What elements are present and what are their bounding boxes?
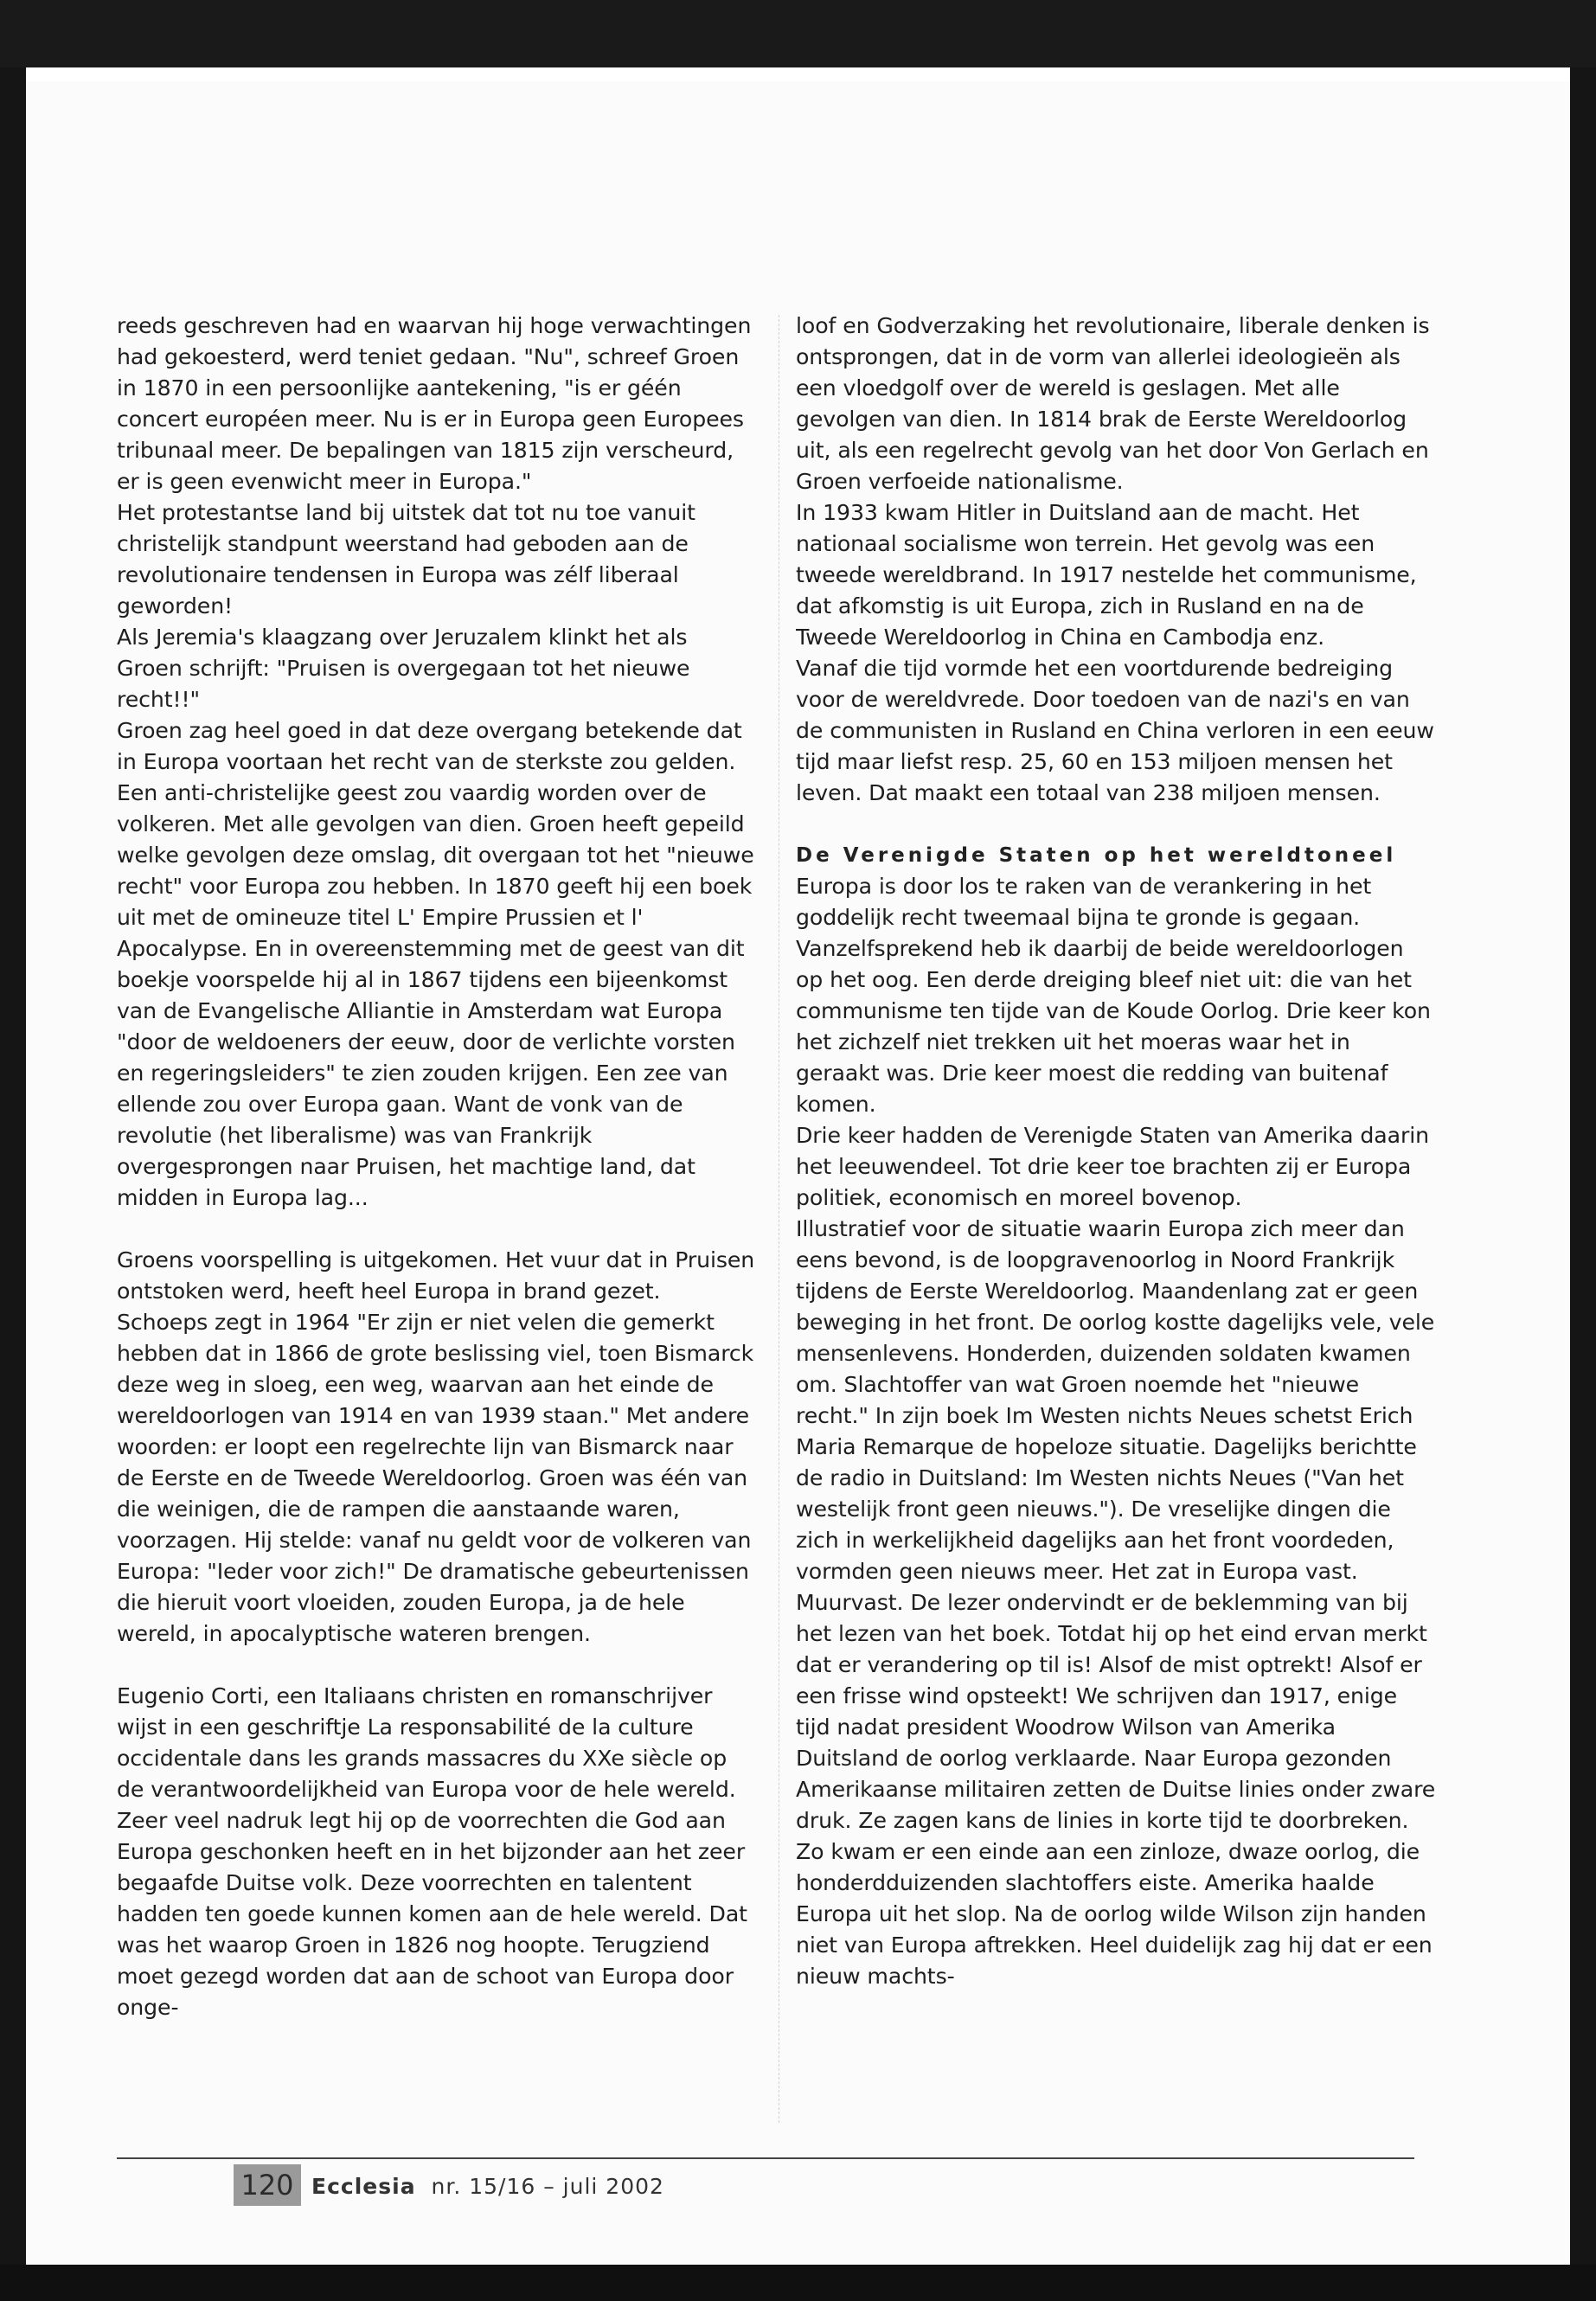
paragraph: Drie keer hadden de Verenigde Staten van Amerika daarin het leeuwendeel. Tot drie keer toe brachten zij er Europa politiek, economisch en moreel bovenop. bbox=[796, 1123, 1429, 1210]
paragraph: Groens voorspelling is uitgekomen. Het vuur dat in Pruisen ontstoken werd, heeft heel Europa in brand gezet. Schoeps zegt in 1964 "Er zijn er niet velen die gemerkt hebben dat in 1866 de grote beslissing viel, toen Bismarck deze weg in sloeg, een weg, waarvan aan het einde de wereldoorlogen van 1914 en van 1939 staan." Met andere woorden: er loopt een regelrechte lijn van Bismarck naar de Eerste en de Tweede Wereldoorlog. Groen was één van die weinigen, die de rampen die aanstaande waren, voorzagen. Hij stelde: vanaf nu geldt voor de volkeren van Europa: "Ieder voor zich!" De dramatische gebeurtenissen die hieruit voort vloeiden, zouden Europa, ja de hele wereld, in apocalyptische wateren brengen. bbox=[117, 1247, 755, 1646]
paragraph: In 1933 kwam Hitler in Duitsland aan de macht. Het nationaal socialisme won terrein. Het gevolg was een tweede wereldbrand. In 1917 nestelde het communisme, dat afkomstig is uit Europa, zich in Rusland en na de Tweede Wereldoorlog in China en Cambodja enz. bbox=[796, 500, 1417, 650]
scan-border-bottom bbox=[0, 2265, 1596, 2301]
paragraph: Vanzelfsprekend heb ik daarbij de beide wereldoorlogen op het oog. Een derde dreiging bleef niet uit: die van het communisme ten tijde van de Koude Oorlog. Drie keer kon het zichzelf niet trekken uit het moeras waar het in geraakt was. Drie keer moest die redding van buitenaf komen. bbox=[796, 936, 1431, 1117]
left-column bbox=[117, 311, 757, 2110]
paragraph: Groen zag heel goed in dat deze overgang betekende dat in Europa voortaan het recht van de sterkste zou gelden. Een anti-christelijke geest zou vaardig worden over de volkeren. Met alle gevolgen van dien. Groen heeft gepeild welke gevolgen deze omslag, dit overgaan tot het "nieuwe recht" voor Europa zou hebben. In 1870 geeft hij een boek uit met de omineuze titel L' Empire Prussien et l' Apocalypse. En in overeenstemming met de geest van dit boekje voorspelde hij al in 1867 tijdens een bijeenkomst van de Evangelische Alliantie in Amsterdam wat Europa "door de weldoeners der eeuw, door de verlichte vorsten en regeringsleiders" te zien zouden krijgen. Een zee van ellende zou over Europa gaan. Want de vonk van de revolutie (het liberalisme) was van Frankrijk overgesprongen naar Pruisen, het machtige land, dat midden in Europa lag... bbox=[117, 718, 754, 1210]
right-column bbox=[796, 311, 1436, 2110]
issue-info: nr. 15/16 – juli 2002 bbox=[431, 2174, 664, 2199]
page-number: 120 bbox=[234, 2164, 301, 2206]
section-heading: De Verenigde Staten op het wereldtoneel bbox=[796, 844, 1397, 867]
paragraph: Eugenio Corti, een Italiaans christen en romanschrijver wijst in een geschriftje La responsabilité de la culture occidentale dans les grands massacres du XXe siècle op de verantwoordelijkheid van Europa voor de hele wereld. bbox=[117, 1683, 736, 1802]
magazine-page bbox=[26, 81, 1570, 2265]
paragraph: loof en Godverzaking het revolutionaire, liberale denken is ontsprongen, dat in de vorm van allerlei ideologieën als een vloedgolf over de wereld is geslagen. Met alle gevolgen van dien. In 1814 brak de Eerste Wereldoorlog uit, als een regelrecht gevolg van het door Von Gerlach en Groen verfoeide nationalisme. bbox=[796, 313, 1430, 494]
paragraph: Zeer veel nadruk legt hij op de voorrechten die God aan Europa geschonken heeft en in het bijzonder aan het zeer begaafde Duitse volk. Deze voorrechten en talentent hadden ten goede kunnen komen aan de hele wereld. Dat was het waarop Groen in 1826 nog hoopte. Terugziend moet gezegd worden dat aan de schoot van Europa door onge- bbox=[117, 1808, 747, 2020]
scan-border-left bbox=[0, 67, 26, 2301]
paragraph: Illustratief voor de situatie waarin Europa zich meer dan eens bevond, is de loopgravenoorlog in Noord Frankrijk tijdens de Eerste Wereldoorlog. Maandenlang zat er geen beweging in het front. De oorlog kostte dagelijks vele, vele mensenlevens. Honderden, duizenden soldaten kwamen om. Slachtoffer van wat Groen noemde het "nieuwe recht." In zijn boek Im Westen nichts Neues schetst Erich Maria Remarque de hopeloze situatie. Dagelijks berichtte de radio in Duitsland: Im Westen nichts Neues ("Van het westelijk front geen nieuws."). De vreselijke dingen die zich in werkelijkheid dagelijks aan het front voordeden, vormden geen nieuws meer. Het zat in Europa vast. Muurvast. De lezer ondervindt er de beklemming van bij het lezen van het boek. Totdat hij op het eind ervan merkt dat er verandering op til is! Alsof de mist optrekt! Alsof er een frisse wind opsteekt! We schrijven dan 1917, enige tijd nadat president Woodrow Wilson van Amerika Duitsland de oorlog verklaarde. Naar Europa gezonden Amerikaanse militairen zetten de Duitse linies onder zware druk. Ze zagen kans de linies in korte tijd te doorbreken. Zo kwam er een einde aan een zinloze, dwaze oorlog, die honderdduizenden slachtoffers eiste. Amerika haalde Europa uit het slop. Na de oorlog wilde Wilson zijn handen niet van Europa aftrekken. Heel duidelijk zag hij dat er een nieuw machts- bbox=[796, 1216, 1436, 1989]
paragraph: Europa is door los te raken van de verankering in het goddelijk recht tweemaal bijna te gronde is gegaan. bbox=[796, 874, 1372, 930]
footer-rule bbox=[117, 2157, 1414, 2159]
footer-publication bbox=[311, 2170, 664, 2204]
publication-name: Ecclesia bbox=[311, 2174, 416, 2199]
scan-border-top bbox=[0, 0, 1596, 67]
paragraph: Vanaf die tijd vormde het een voortdurende bedreiging voor de wereldvrede. Door toedoen van de nazi's en van de communisten in Rusland en China verloren in een eeuw tijd maar liefst resp. 25, 60 en 153 miljoen mensen het leven. Dat maakt een totaal van 238 miljoen mensen. bbox=[796, 656, 1434, 805]
scan-border-right bbox=[1570, 67, 1596, 2301]
paragraph: Het protestantse land bij uitstek dat tot nu toe vanuit christelijk standpunt weerstand had geboden aan de revolutionaire tendensen in Europa was zélf liberaal geworden! bbox=[117, 500, 695, 619]
paragraph: reeds geschreven had en waarvan hij hoge verwachtingen had gekoesterd, werd teniet gedaan. "Nu", schreef Groen in 1870 in een persoonlijke aantekening, "is er géén concert européen meer. Nu is er in Europa geen Europees tribunaal meer. De bepalingen van 1815 zijn verscheurd, er is geen evenwicht meer in Europa." bbox=[117, 313, 752, 494]
paragraph: Als Jeremia's klaagzang over Jeruzalem klinkt het als Groen schrijft: "Pruisen is overgegaan tot het nieuwe recht!!" bbox=[117, 625, 690, 712]
